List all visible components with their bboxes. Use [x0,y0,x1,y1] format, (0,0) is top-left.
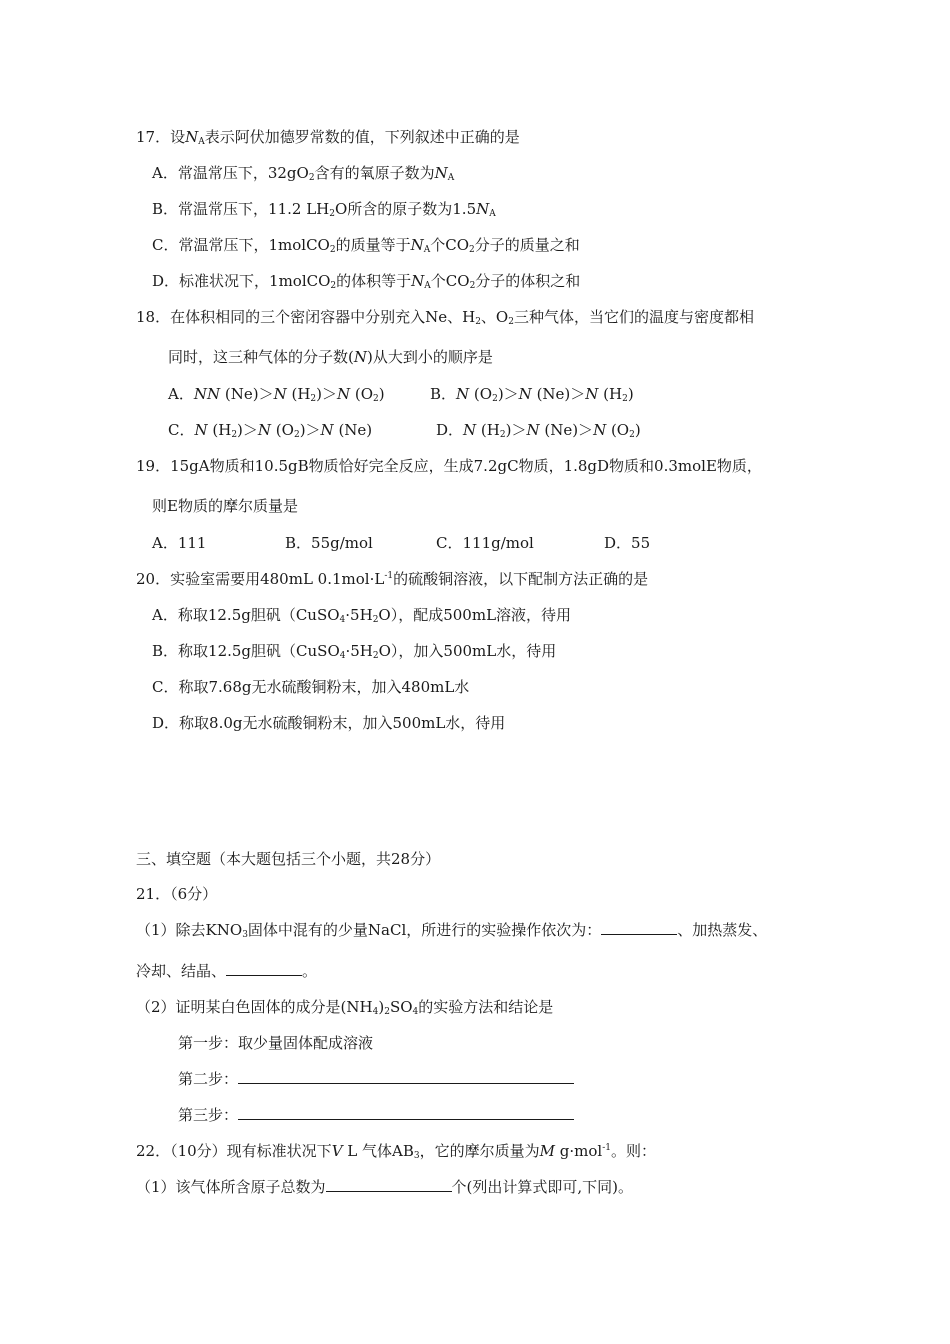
q19-option-b: B．55g/mol [285,534,373,552]
q21-step2: 第二步： [178,1069,574,1089]
q20-option-a: A．称取12.5g胆矾$(CuSO_4\cdot 5H_2O)$，配成500mL溶液，待用 [152,606,572,625]
q21-heading: 21．（6分） [136,885,218,903]
q19-stem-line2: 则E物质的摩尔质量是 [152,497,298,515]
q22-part1: （1）该气体所含原子总数为 个(列出计算式即可,下同)。 [136,1178,634,1196]
answer-blank[interactable] [601,920,677,935]
q18-option-d: D．N $(H_2)>N$ (Ne)＞N $(O_2)$ [436,421,641,440]
q18-stem-line2: 同时，这三种气体的分子数(N)从大到小的顺序是 [168,348,493,366]
answer-blank[interactable] [238,1069,574,1084]
q19-option-d: D．55 [604,534,651,552]
q21-step1: 第一步：取少量固体配成溶液 [178,1034,374,1052]
q19-stem-line1: 19．15gA物质和10.5gB物质恰好完全反应，生成7.2gC物质，1.8gD物质和0.3molE物质， [136,457,762,475]
q20-option-c: C．称取7.68g无水硫酸铜粉末，加入480mL水 [152,678,470,696]
q17-option-d: D．标准状况下，1molCO$_2$的体积等于$N_A$个$CO_2$分子的体积之和 [152,272,581,291]
q20-option-b: B．称取12.5g胆矾$(CuSO_4\cdot 5H_2O)$，加入500mL水，待用 [152,642,557,661]
answer-blank[interactable] [226,961,302,976]
q21-part1-line2: 冷却、结晶、 。 [136,962,318,980]
q17-option-c: C．常温常压下，1molCO$_2$的质量等于$N_A$个$CO_2$分子的质量之和 [152,236,580,255]
q18-option-b: B．N $(O_2)>N$ (Ne)＞N $(H_2)$ [430,385,634,404]
q20-stem: 20．实验室需要用480mL $0.1mol\cdot L^{-1}$的硫酸铜溶液，以下配制方法正确的是 [136,570,649,588]
section-heading: 三、填空题（本大题包括三个小题，共28分） [136,850,441,868]
q17-option-a: A．常温常压下，$32gO_2$含有的氧原子数为$N_A$ [152,164,455,183]
q19-option-a: A．111 [152,534,207,552]
q21-part2: （2）证明某白色固体的成分是$(NH_4)_2SO_4$的实验方法和结论是 [136,998,554,1017]
q21-step3: 第三步： [178,1105,574,1125]
q18-option-a: A．NN (Ne)＞N $(H_2)>N$ $(O_2)$ [168,385,385,404]
answer-blank[interactable] [238,1105,574,1120]
q18-option-c: C．N $(H_2)>N$ $(O_2)>N$ (Ne) [168,421,373,440]
q20-option-d: D．称取8.0g无水硫酸铜粉末，加入500mL水，待用 [152,714,506,732]
q17-stem: 17．设$N_A$表示阿伏加德罗常数的值，下列叙述中正确的是 [136,128,520,147]
answer-blank[interactable] [326,1177,452,1192]
q22-stem: 22．（10分）现有标准状况下V L 气体$AB_3$，它的摩尔质量为M g·mol$^{-1}$。则： [136,1142,656,1161]
q21-part1-line1: （1）除去$KNO_3$固体中混有的少量NaCl，所进行的实验操作依次为： 、加热蒸发、 [136,921,768,940]
q19-option-c: C．111g/mol [436,534,534,552]
q17-option-b: B．常温常压下，11.2 $LH_2O$所含的原子数为$1.5N_A$ [152,200,496,219]
q18-stem-line1: 18．在体积相同的三个密闭容器中分别充入Ne、$H_2$、$O_2$三种气体，当它们的温度与密度都相 [136,308,754,327]
